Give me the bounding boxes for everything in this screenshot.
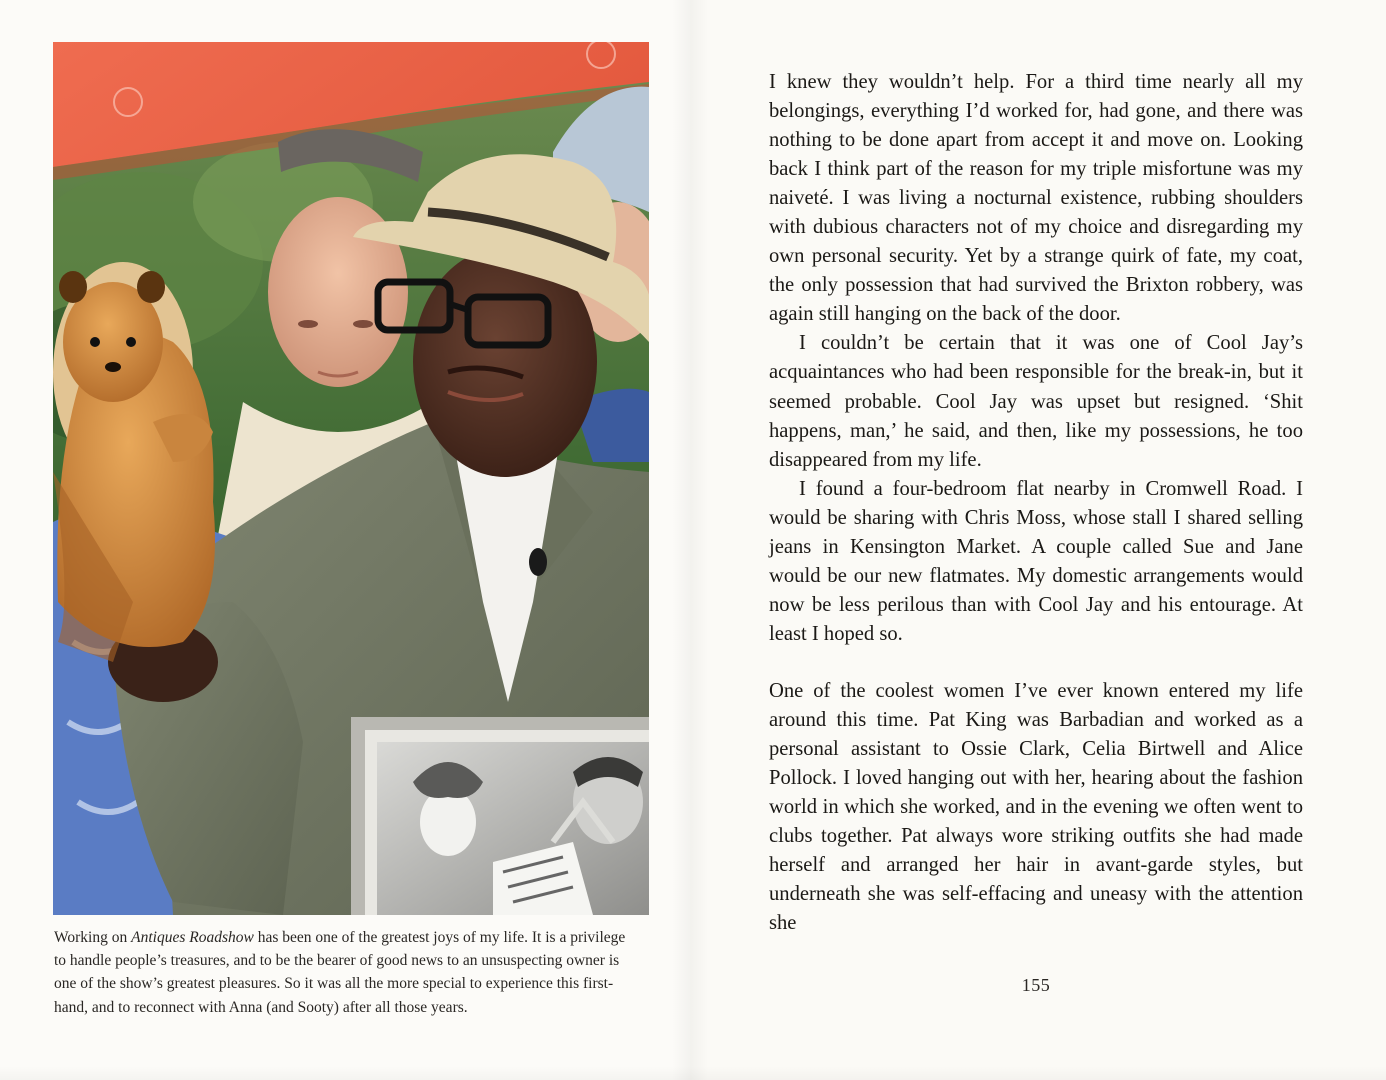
photograph (53, 42, 649, 915)
gutter-shadow (672, 0, 708, 1080)
bottom-shadow (0, 1066, 1386, 1080)
caption-rest: has been one of the greatest joys of my life. It is a privilege to handle people’s treasures, and to be the bearer of good news to an unsuspecting owner is one of the show’s greatest pleasures. So it was all the more special to experience this first-hand, and to reconnect with Anna (and Sooty) after all those years. (54, 929, 626, 1016)
paragraph-3: I found a four-bedroom flat nearby in Cromwell Road. I would be sharing with Chris Moss, whose stall I shared selling jeans in Kensington Market. A couple called Sue and Jane would be our new flatmates. My domestic arrangements would now be less perilous than with Cool Jay and his entourage. At least I hoped so. (769, 477, 1303, 645)
page-number: 155 (1021, 975, 1051, 995)
paragraph-1: I knew they wouldn’t help. For a third time nearly all my belongings, everything I’d worked for, had gone, and there was nothing to be done apart from accept it and move on. Looking back I think part of the reason for my triple misfortune was my naiveté. I was living a nocturnal existence, rubbing shoulders with dubious characters not of my choice and disregarding my own personal security. Yet by a strange quirk of fate, my coat, the only possession that had survived the Brixton robbery, was again still hanging on the back of the door. (769, 71, 1303, 326)
body-text (769, 68, 1303, 938)
caption-lead: Working on (54, 929, 132, 946)
caption-show-title: Antiques Roadshow (131, 929, 254, 946)
photo-caption (54, 926, 634, 1019)
section-break (769, 649, 1303, 677)
paragraph-4: One of the coolest women I’ve ever known entered my life around this time. Pat King was Barbadian and worked as a personal assistant to Ossie Clark, Celia Birtwell and Alice Pollock. I loved hanging out with her, hearing about the fashion world in which she worked, and in the evening we often went to clubs together. Pat always wore striking outfits she had made herself and arranged her hair in avant-garde styles, but underneath she was self-effacing and uneasy with the attention she (769, 679, 1303, 935)
paragraph-2: I couldn’t be certain that it was one of Cool Jay’s acquaintances who had been responsible for the break-in, but it seemed probable. Cool Jay was upset but resigned. ‘Shit happens, man,’ he said, and then, like my possessions, he too disappeared from my life. (769, 332, 1303, 471)
left-page (0, 0, 690, 1080)
